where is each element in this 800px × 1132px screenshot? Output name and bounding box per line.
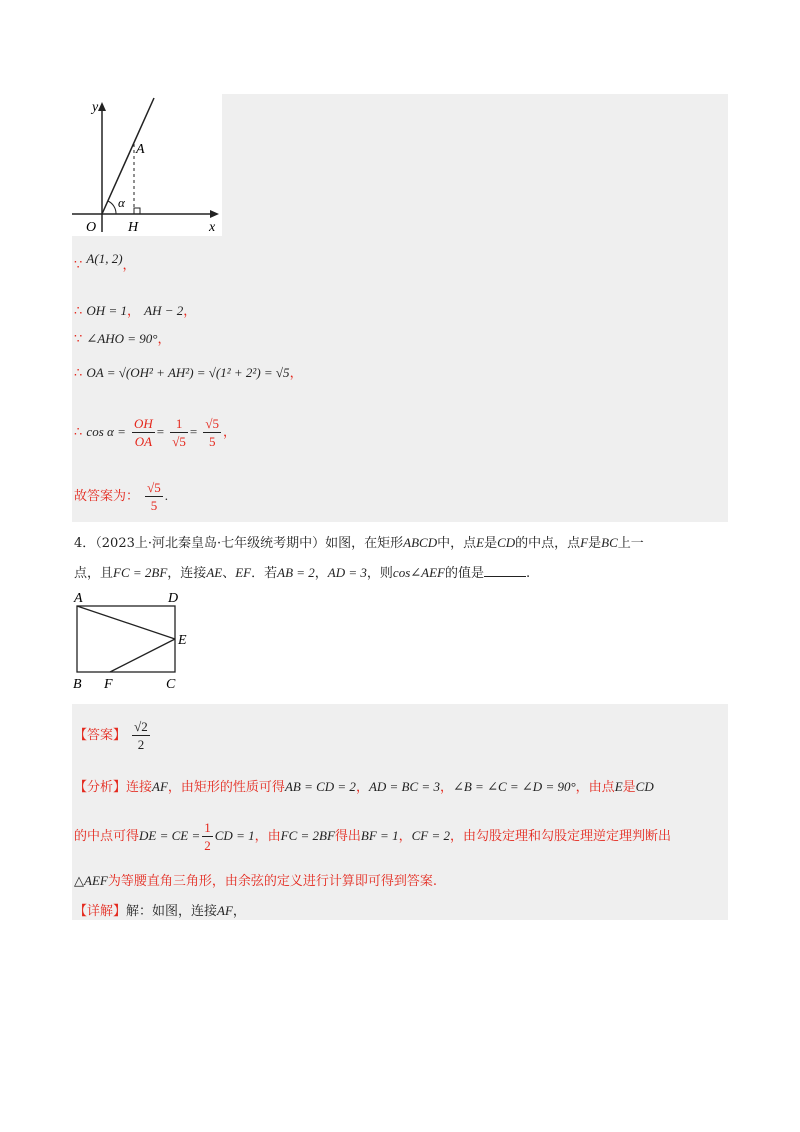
solution-line-2 [74, 302, 196, 321]
math: AE [206, 565, 223, 580]
math: E [476, 535, 485, 550]
analysis-line-3 [74, 872, 437, 891]
label-h: H [128, 220, 139, 235]
solution-line-3 [74, 330, 171, 349]
math: AD = BC = 3 [368, 779, 440, 794]
numerator: √5 [205, 416, 220, 431]
math: △AEF [74, 873, 108, 888]
denominator: 2 [204, 838, 211, 853]
segment-ef [110, 639, 175, 672]
math: CF = 2 [411, 828, 450, 843]
math: FC = 2BF [280, 828, 335, 843]
detail-line [74, 902, 246, 921]
therefore-symbol: ∴ [74, 304, 83, 319]
numerator: 1 [170, 416, 188, 433]
problem-source: （2023上·河北秦皇岛·七年级统考期中） [95, 536, 326, 551]
therefore-symbol: ∴ [74, 425, 83, 440]
text: 中，点 [437, 536, 477, 551]
answer-prefix: 故答案为： [74, 489, 140, 504]
math: AF [152, 779, 168, 794]
math: ABCD [403, 535, 438, 550]
problem-4-line-1 [74, 534, 644, 553]
label-a: A [74, 591, 83, 606]
answer-line [74, 718, 152, 754]
problem-4-line-2 [74, 564, 530, 583]
text: ， [398, 829, 412, 844]
problem-number: 4． [74, 536, 96, 551]
denominator: 5 [150, 498, 158, 513]
math: FC = 2BF [113, 565, 168, 580]
answer-tag: 【答案】 [74, 728, 127, 743]
text: 如图，在矩形 [325, 536, 404, 551]
math: BF = 1 [360, 828, 399, 843]
math: DE = CE = [139, 828, 201, 843]
fraction-half [202, 820, 213, 853]
analysis-tag: 【分析】 [74, 780, 127, 795]
oa-computation: OA = √(OH² + AH²) = √(1² + 2²) = √5 [86, 365, 290, 380]
solution-line-5: ∴ cos α = $\frac{OH}{OA}$ = $\frac{1}{√5}$ = $\frac{√5}{5}$ ， [74, 416, 237, 449]
text: ，由勾股定理和勾股定理逆定理判断出 [449, 829, 671, 844]
analysis-line-2 [74, 818, 671, 855]
coordinate-figure [72, 94, 224, 236]
solution-line-1 [74, 251, 136, 275]
period: . [164, 488, 169, 503]
math: ∠B = ∠C = ∠D = 90° [452, 779, 576, 794]
numerator: √5 [147, 480, 161, 495]
text: 的中点，点 [515, 536, 581, 551]
label-b: B [73, 677, 82, 692]
fraction-oh-oa [132, 416, 155, 449]
text: 是 [622, 780, 636, 795]
text: 为等腰直角三角形，由余弦的定义进行计算即可得到答案. [107, 874, 437, 889]
oh-value: OH = 1 [86, 303, 127, 318]
text: 点，且 [74, 566, 114, 581]
text: 连接 [126, 780, 153, 795]
because-symbol: ∵ [74, 258, 83, 273]
text: ，由点 [575, 780, 615, 795]
cos-alpha-lhs: cos α = [86, 424, 126, 439]
math: CD = 1 [214, 828, 255, 843]
math: cos∠AEF [392, 565, 445, 580]
text: 、 [222, 566, 236, 581]
label-x: x [209, 220, 216, 235]
text: 得出 [334, 829, 361, 844]
rectangle-figure [70, 588, 194, 692]
comma: ， [223, 425, 237, 440]
text: 解：如图，连接 [126, 904, 218, 919]
label-c: C [166, 677, 176, 692]
text: ， [232, 904, 246, 919]
text: 的值是 [444, 566, 484, 581]
comma: ， [183, 304, 197, 319]
fraction-root5-5 [203, 416, 221, 449]
angle-aho: ∠AHO = 90° [86, 331, 158, 346]
numerator: √2 [134, 719, 148, 734]
label-alpha: α [118, 195, 125, 210]
text: ．若 [251, 566, 278, 581]
final-answer-line [74, 478, 168, 515]
text: ， [439, 780, 453, 795]
label-e: E [178, 633, 187, 648]
math: AB = 2 [277, 565, 315, 580]
comma: ， [122, 258, 136, 273]
text: ，则 [366, 566, 393, 581]
numerator: 1 [204, 820, 211, 835]
numerator: OH [134, 416, 153, 431]
answer-fraction [145, 480, 163, 513]
point-a-coords: A(1, 2) [86, 251, 123, 266]
text: ，由矩形的性质可得 [167, 780, 285, 795]
comma: ， [289, 366, 303, 381]
denominator: √5 [172, 434, 186, 449]
label-a: A [136, 142, 145, 157]
text: 上一 [617, 536, 644, 551]
comma: ， [126, 304, 140, 319]
label-o: O [86, 220, 97, 235]
denominator: 5 [208, 434, 216, 449]
math: E [614, 779, 623, 794]
text: . [525, 566, 531, 581]
because-symbol: ∵ [74, 332, 83, 347]
math: AD = 3 [327, 565, 367, 580]
denominator: OA [134, 434, 153, 449]
answer-fraction [132, 719, 150, 752]
math: CD [497, 535, 516, 550]
answer-blank [484, 564, 526, 577]
rectangle-abcd [77, 606, 175, 672]
math: AF [217, 903, 233, 918]
text: ，由 [254, 829, 281, 844]
label-y: y [92, 100, 99, 115]
analysis-line-1 [74, 778, 654, 797]
ah-value: AH − 2 [144, 303, 184, 318]
denominator: 2 [137, 737, 145, 752]
math: BC [601, 535, 618, 550]
text: ，连接 [167, 566, 207, 581]
math: AB = CD = 2 [284, 779, 356, 794]
text: 是 [588, 536, 602, 551]
therefore-symbol: ∴ [74, 366, 83, 381]
solution-line-4 [74, 364, 303, 383]
math: CD [635, 779, 654, 794]
comma: ， [157, 332, 171, 347]
math: EF [235, 565, 252, 580]
segment-ae [77, 606, 175, 639]
math: F [580, 535, 589, 550]
label-f: F [104, 677, 113, 692]
text: ， [314, 566, 328, 581]
text: 是 [484, 536, 498, 551]
label-d: D [168, 591, 179, 606]
text: 的中点可得 [74, 829, 140, 844]
text: ， [355, 780, 369, 795]
detail-tag: 【详解】 [74, 904, 127, 919]
fraction-1-root5 [170, 416, 188, 449]
